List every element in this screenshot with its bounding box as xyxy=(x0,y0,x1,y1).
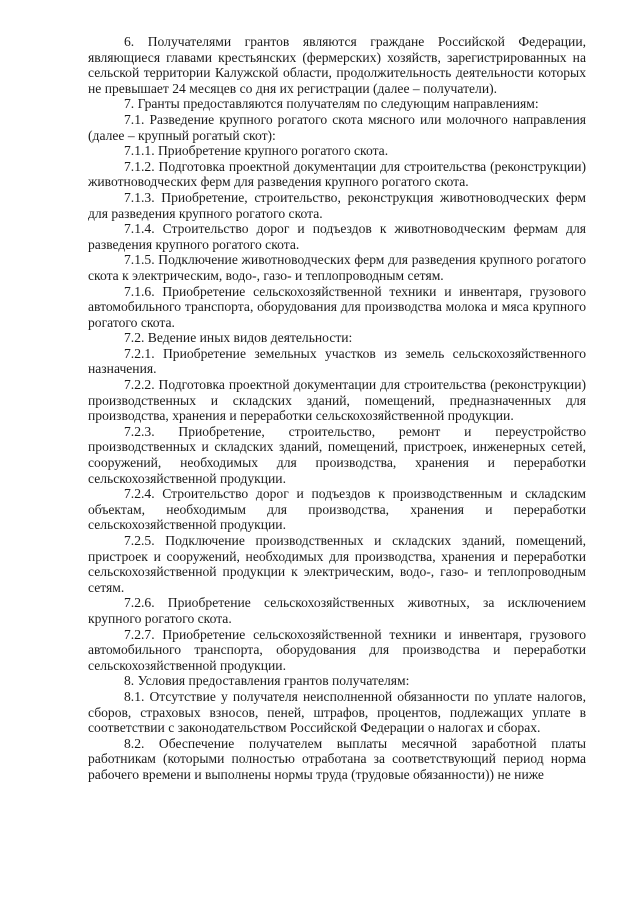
document-body xyxy=(88,34,586,783)
paragraph-8-2: 8.2. Обеспечение получателем выплаты месячной заработной платы работникам (которыми полностью отработана за соответствующий период норма рабочего времени и выполнены нормы труда (трудовые обязанности)) не ниже xyxy=(88,735,586,782)
paragraph-7-2-6: 7.2.6. Приобретение сельскохозяйственных животных, за исключением крупного рогатого скота. xyxy=(88,595,586,626)
paragraph-7-2: 7.2. Ведение иных видов деятельности: xyxy=(124,330,353,346)
paragraph-7-1-3: 7.1.3. Приобретение, строительство, реконструкция животноводческих ферм для разведения крупного рогатого скота. xyxy=(88,189,586,221)
paragraph-7: 7. Гранты предоставляются получателям по следующим направлениям: xyxy=(124,96,539,112)
paragraph-7-2-1: 7.2.1. Приобретение земельных участков из земель сельскохозяйственного назначения. xyxy=(88,345,586,377)
paragraph-7-2-7: 7.2.7. Приобретение сельскохозяйственной техники и инвентаря, грузового автомобильного транспорта, оборудования для производства и переработки сельскохозяйственной продукции. xyxy=(88,626,586,673)
paragraph-6: 6. Получателями грантов являются граждане Российской Федерации, являющиеся главами крестьянских (фермерских) хозяйств, зарегистрированных на сельской территории Калужской области, продолжительность деятельности которых не превышает 24 месяцев со дня их регистрации (далее – получатели). xyxy=(88,34,586,96)
paragraph-7-1-6: 7.1.6. Приобретение сельскохозяйственной техники и инвентаря, грузового автомобильного транспорта, оборудования для производства молока и мяса крупного рогатого скота. xyxy=(88,283,586,330)
paragraph-8-1: 8.1. Отсутствие у получателя неисполненной обязанности по уплате налогов, сборов, страховых взносов, пеней, штрафов, процентов, подлежащих уплате в соответствии с законодательством Российской Федерации о налогах и сборах. xyxy=(88,688,586,736)
paragraph-7-1-4: 7.1.4. Строительство дорог и подъездов к животноводческим фермам для разведения крупного рогатого скота. xyxy=(88,221,586,252)
paragraph-8: 8. Условия предоставления грантов получателям: xyxy=(124,673,410,689)
paragraph-7-2-3: 7.2.3. Приобретение, строительство, ремонт и переустройство производственных и складских зданий, помещений, пристроек, инженерных сетей, сооружений, необходимых для производства, хранения и переработки сельскохозяйственной продукции. xyxy=(88,423,586,486)
paragraph-7-1-1: 7.1.1. Приобретение крупного рогатого скота. xyxy=(124,143,389,159)
paragraph-7-1-2: 7.1.2. Подготовка проектной документации для строительства (реконструкции) животноводческих ферм для разведения крупного рогатого скота. xyxy=(88,158,586,190)
paragraph-7-1: 7.1. Разведение крупного рогатого скота мясного или молочного направления (далее – крупный рогатый скот): xyxy=(88,111,586,143)
paragraph-7-2-2: 7.2.2. Подготовка проектной документации для строительства (реконструкции) производственных и складских зданий, помещений, предназначенных для производства, хранения и переработки сельскохозяйственной продукции. xyxy=(88,377,586,424)
paragraph-7-2-4: 7.2.4. Строительство дорог и подъездов к производственным и складским объектам, необходимым для производства, хранения и переработки сельскохозяйственной продукции. xyxy=(88,486,586,533)
paragraph-7-2-5: 7.2.5. Подключение производственных и складских зданий, помещений, пристроек и сооружений, необходимых для производства, хранения и переработки сельскохозяйственной продукции к электрическим, водо-, газо- и теплопроводным сетям. xyxy=(88,533,586,595)
paragraph-7-1-5: 7.1.5. Подключение животноводческих ферм для разведения крупного рогатого скота к электрическим, водо-, газо- и теплопроводным сетям. xyxy=(88,252,586,283)
